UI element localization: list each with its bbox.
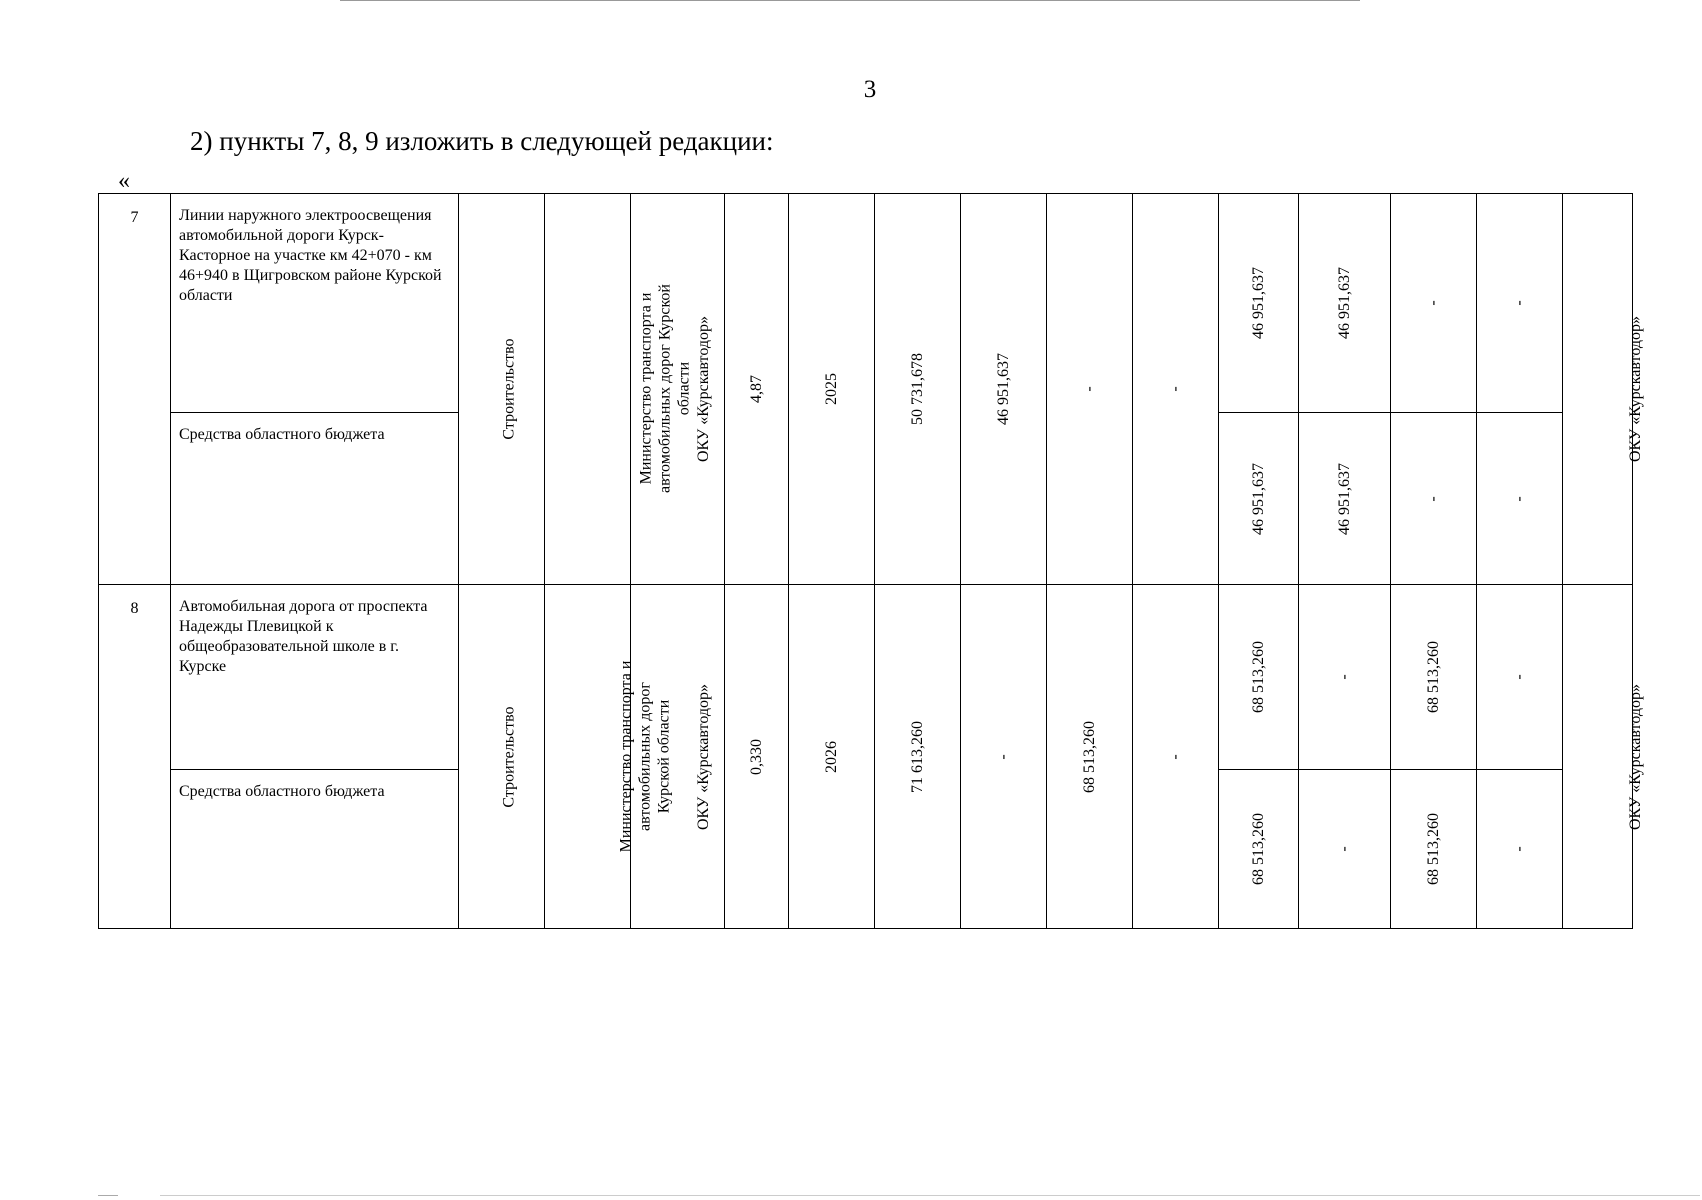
year-2025-value: 46 951,637 xyxy=(1335,462,1353,535)
value-c: - xyxy=(1166,753,1184,760)
value-c-cell xyxy=(1133,585,1219,929)
cost-cell xyxy=(875,194,961,585)
project-name: Автомобильная дорога от проспекта Надежды Плевицкой к общеобразовательной школе в г. Курске xyxy=(171,585,459,770)
recipient-cell xyxy=(1563,194,1645,585)
total-value: 68 513,260 xyxy=(1249,641,1267,713)
customer-cell xyxy=(545,585,673,929)
value-b: 68 513,260 xyxy=(1080,720,1098,793)
section-heading: 2) пункты 7, 8, 9 изложить в следующей редакции: xyxy=(190,126,774,156)
year: 2026 xyxy=(822,740,840,773)
total-value: 46 951,637 xyxy=(1249,462,1267,535)
year-cell xyxy=(789,585,875,929)
scan-mark xyxy=(160,1195,1700,1196)
capacity: 0,330 xyxy=(747,738,765,775)
project-name: Линии наружного электроосвещения автомобильной дороги Курск-Касторное на участке км 42+070 - км 46+940 в Щигровском районе Курской области xyxy=(171,194,459,413)
total-value: 46 951,637 xyxy=(1249,267,1267,339)
customer: Министерство транспорта и автомобильных дорог Курской области xyxy=(617,660,673,852)
funding-source: Средства областного бюджета xyxy=(171,413,459,585)
open-quote: « xyxy=(118,168,130,194)
year-2026-cell xyxy=(1391,770,1477,929)
work-type-cell xyxy=(459,585,545,929)
year-2027-value: - xyxy=(1510,674,1528,680)
year-2025-value: 46 951,637 xyxy=(1335,267,1353,339)
capacity: 4,87 xyxy=(747,375,765,403)
year-2026-value: 68 513,260 xyxy=(1424,641,1442,713)
total-cell xyxy=(1219,770,1299,929)
work-type-cell xyxy=(459,194,545,585)
year-2025-cell xyxy=(1299,194,1391,413)
year-2027-cell xyxy=(1477,194,1563,413)
year-2025-value: - xyxy=(1335,674,1353,680)
table-row xyxy=(99,194,1633,413)
row-number: 7 xyxy=(99,194,171,585)
estimated-cost: 50 731,678 xyxy=(908,353,926,425)
year-2027-cell xyxy=(1477,413,1563,585)
cost-cell xyxy=(875,585,961,929)
developer: ОКУ «Курскавтодор» xyxy=(695,315,713,463)
value-c: - xyxy=(1166,386,1184,392)
recipient: ОКУ «Курскавтодор» xyxy=(1627,683,1645,830)
year-2027-value: - xyxy=(1510,495,1528,502)
year-2025-cell xyxy=(1299,585,1391,770)
work-type: Строительство xyxy=(500,338,518,440)
year-cell xyxy=(789,194,875,585)
capacity-cell xyxy=(725,194,789,585)
work-type: Строительство xyxy=(500,705,518,808)
scan-mark xyxy=(98,1195,118,1196)
projects-table xyxy=(98,193,1645,929)
funding-source: Средства областного бюджета xyxy=(171,770,459,929)
year-2026-value: - xyxy=(1424,300,1442,306)
year-2026-cell xyxy=(1391,194,1477,413)
year-2027-cell xyxy=(1477,585,1563,770)
page-number: 3 xyxy=(863,76,877,103)
year-2026-cell xyxy=(1391,585,1477,770)
year: 2025 xyxy=(822,373,840,405)
total-cell xyxy=(1219,413,1299,585)
total-cell xyxy=(1219,585,1299,770)
total-value: 68 513,260 xyxy=(1249,813,1267,885)
capacity-cell xyxy=(725,585,789,929)
total-cell xyxy=(1219,194,1299,413)
value-a-cell xyxy=(961,194,1047,585)
recipient-cell xyxy=(1563,585,1645,929)
year-2026-value: 68 513,260 xyxy=(1424,813,1442,885)
year-2025-cell xyxy=(1299,770,1391,929)
recipient: ОКУ «Курскавтодор» xyxy=(1627,315,1645,463)
year-2025-cell xyxy=(1299,413,1391,585)
row-number: 8 xyxy=(99,585,171,929)
year-2027-cell xyxy=(1477,770,1563,929)
year-2026-cell xyxy=(1391,413,1477,585)
value-b-cell xyxy=(1047,585,1133,929)
value-b-cell xyxy=(1047,194,1133,585)
estimated-cost: 71 613,260 xyxy=(908,720,926,793)
value-a: 46 951,637 xyxy=(994,353,1012,425)
developer: ОКУ «Курскавтодор» xyxy=(695,683,713,830)
customer: Министерство транспорта и автомобильных дорог Курской области xyxy=(637,284,693,493)
customer-cell xyxy=(545,194,693,585)
value-a-cell xyxy=(961,585,1047,929)
value-a: - xyxy=(994,753,1012,760)
year-2027-value: - xyxy=(1510,300,1528,306)
value-b: - xyxy=(1080,386,1098,392)
year-2027-value: - xyxy=(1510,846,1528,852)
top-scan-line xyxy=(340,0,1360,1)
table-row xyxy=(99,585,1633,770)
value-c-cell xyxy=(1133,194,1219,585)
year-2025-value: - xyxy=(1335,846,1353,852)
year-2026-value: - xyxy=(1424,495,1442,502)
